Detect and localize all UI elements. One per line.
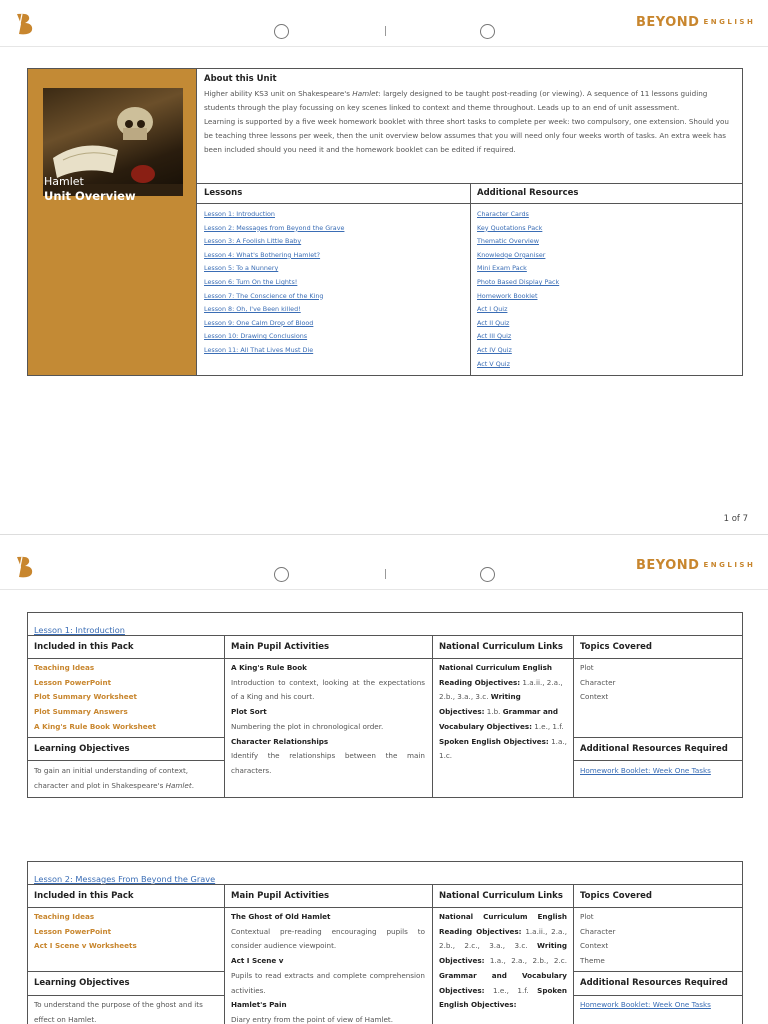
- brand-name: BEYOND ENGLISH: [636, 558, 756, 573]
- punch-hole-icon: [480, 567, 495, 582]
- topic-item: Context: [580, 692, 609, 702]
- lesson-link[interactable]: Lesson 3: A Foolish Little Baby: [204, 237, 302, 246]
- learning-objective: To understand the purpose of the ghost and its effect on Hamlet.: [34, 1000, 203, 1024]
- topic-item: Theme: [580, 956, 605, 966]
- lesson-link[interactable]: Lesson 2: Messages from Beyond the Grave: [204, 223, 345, 232]
- resource-link[interactable]: Act II Quiz: [477, 318, 510, 327]
- unit-overview: [27, 68, 743, 376]
- lesson-link[interactable]: Lesson 4: What's Bothering Hamlet?: [204, 250, 321, 259]
- curriculum-heading: National Curriculum Links: [439, 891, 563, 901]
- pack-item: Teaching Ideas: [34, 663, 95, 672]
- homework-booklet-link[interactable]: Homework Booklet: Week One Tasks: [580, 766, 711, 775]
- lesson-link[interactable]: Lesson 10: Drawing Conclusions: [204, 332, 308, 341]
- pack-item: Plot Summary Answers: [34, 707, 128, 717]
- overview-title: Hamlet Unit Overview: [44, 175, 136, 203]
- pack-item: A King's Rule Book Worksheet: [34, 721, 156, 731]
- lesson-link[interactable]: Lesson 6: Turn On the Lights!: [204, 277, 298, 286]
- lesson-1-title-link[interactable]: Lesson 1: Introduction: [34, 625, 125, 635]
- activity-description: Identify the relationships between the main characters.: [231, 751, 425, 775]
- punch-hole-icon: [480, 24, 495, 39]
- curriculum-links: National Curriculum English Reading Objectives: 1.a.ii., 2.a., 2.b., 2.c., 3.a., 3.c. Writing Objectives: 1.a., 2.a., 2.b., 2.c. Grammar and Vocabulary Objectives: 1.e., 1.f. Spoken English Objectives:: [439, 912, 567, 1010]
- pack-item: Plot Summary Worksheet: [34, 692, 137, 702]
- activity-description: Introduction to context, looking at the expectations of a King and his court.: [231, 677, 425, 702]
- objectives-heading: Learning Objectives: [34, 744, 130, 754]
- activity-description: Numbering the plot in chronological order.: [231, 721, 384, 731]
- topic-item: Context: [580, 941, 609, 951]
- homework-booklet-link[interactable]: Homework Booklet: Week One Tasks: [580, 1000, 711, 1009]
- topics-heading: Topics Covered: [580, 642, 652, 652]
- resource-link[interactable]: Act IV Quiz: [477, 345, 512, 354]
- lesson-link[interactable]: Lesson 8: Oh, I've Been killed!: [204, 305, 301, 314]
- lessons-heading: Lessons: [204, 188, 243, 198]
- resources-required-heading: Additional Resources Required: [580, 744, 728, 754]
- topics-list: [580, 661, 730, 705]
- punch-hole-icon: [274, 24, 289, 39]
- curriculum-heading: National Curriculum Links: [439, 642, 563, 652]
- resource-link[interactable]: Character Cards: [477, 210, 529, 218]
- resource-link[interactable]: Act V Quiz: [477, 359, 510, 368]
- topics-heading: Topics Covered: [580, 891, 652, 901]
- brand-name: BEYOND ENGLISH: [636, 15, 756, 30]
- resource-link[interactable]: Homework Booklet: [477, 291, 538, 300]
- resource-link[interactable]: Mini Exam Pack: [477, 264, 527, 273]
- lesson-2-table: [27, 861, 743, 1024]
- resource-link[interactable]: Knowledge Organiser: [477, 250, 546, 259]
- included-list: [34, 661, 220, 735]
- resource-link[interactable]: Act III Quiz: [477, 332, 512, 341]
- activity-title: Act I Scene v: [231, 956, 284, 966]
- fold-mark-icon: [385, 569, 386, 579]
- resources-list: [477, 208, 559, 371]
- lesson-link[interactable]: Lesson 1: Introduction: [204, 210, 275, 218]
- activities-heading: Main Pupil Activities: [231, 642, 330, 652]
- pack-item: Lesson PowerPoint: [34, 926, 112, 936]
- topic-item: Plot: [580, 912, 594, 921]
- lesson-1-table: [27, 612, 743, 798]
- about-unit-section: [197, 69, 743, 184]
- beyond-logo-icon: [14, 555, 36, 579]
- activity-title: A King's Rule Book: [231, 663, 307, 672]
- beyond-logo-icon: [14, 12, 36, 36]
- activity-title: Plot Sort: [231, 707, 267, 717]
- pack-item: Act I Scene v Worksheets: [34, 941, 137, 951]
- activity-description: Diary entry from the point of view of Hamlet.: [231, 1014, 394, 1024]
- fold-mark-icon: [385, 26, 386, 36]
- activity-title: Hamlet's Pain: [231, 1000, 287, 1010]
- topics-list: [580, 910, 730, 969]
- page-break: [0, 534, 768, 535]
- activities-heading: Main Pupil Activities: [231, 891, 330, 901]
- activities-list: [231, 910, 425, 1024]
- activity-description: Contextual pre-reading encouraging pupils to consider audience viewpoint.: [231, 926, 425, 951]
- page-number: 1 of 7: [723, 514, 748, 524]
- lesson-2-title-link[interactable]: Lesson 2: Messages From Beyond the Grave: [34, 874, 216, 884]
- about-text: Higher ability KS3 unit on Shakespeare's Hamlet: largely designed to be taught post-reading (or viewing). A sequence of 11 lessons guiding students through the play focussing on key scenes linked to context and theme throughout. Leads up to an end of unit assessment.: [204, 89, 708, 112]
- activities-list: [231, 661, 425, 779]
- resource-link[interactable]: Thematic Overview: [477, 237, 539, 246]
- about-homework-text: Learning is supported by a five week homework booklet with three short tasks to complete per week: two compulsory, one extension. Should you be teaching three lessons per week, then the unit overview below assumes that you will need only four weeks worth of tasks. An extra week has been included should you need it and the homework booklet can be edited if required.: [204, 117, 729, 154]
- resource-link[interactable]: Key Quotations Pack: [477, 223, 543, 232]
- header-divider: [0, 46, 768, 47]
- topic-item: Plot: [580, 663, 594, 672]
- resource-link[interactable]: Act I Quiz: [477, 305, 508, 314]
- learning-objective: To gain an initial understanding of context, character and plot in Shakespeare's Hamlet.: [34, 766, 194, 790]
- pack-item: Teaching Ideas: [34, 912, 95, 921]
- column-divider: [470, 184, 471, 375]
- included-list: [34, 910, 220, 954]
- included-heading: Included in this Pack: [34, 891, 134, 901]
- lessons-list: [204, 208, 344, 358]
- activity-description: Pupils to read extracts and complete comprehension activities.: [231, 970, 425, 995]
- resources-heading: Additional Resources: [477, 188, 579, 198]
- header-divider: [0, 589, 768, 590]
- lesson-link[interactable]: Lesson 9: One Calm Drop of Blood: [204, 318, 314, 327]
- pack-item: Lesson PowerPoint: [34, 677, 112, 687]
- topic-item: Character: [580, 926, 616, 936]
- lesson-link[interactable]: Lesson 5: To a Nunnery: [204, 264, 279, 273]
- lesson-link[interactable]: Lesson 11: All That Lives Must Die: [204, 345, 314, 354]
- included-heading: Included in this Pack: [34, 642, 134, 652]
- topic-item: Character: [580, 677, 616, 687]
- resource-link[interactable]: Photo Based Display Pack: [477, 277, 560, 286]
- resources-required-heading: Additional Resources Required: [580, 978, 728, 988]
- curriculum-links: National Curriculum English Reading Objectives: 1.a.ii., 2.a., 2.b., 3.a., 3.c. Writing Objectives: 1.b. Grammar and Vocabulary Objectives: 1.e., 1.f. Spoken English Objectives: 1.a., 1.c.: [439, 663, 567, 761]
- lesson-link[interactable]: Lesson 7: The Conscience of the King: [204, 291, 324, 300]
- overview-side-panel: [28, 69, 196, 375]
- punch-hole-icon: [274, 567, 289, 582]
- activity-title: Character Relationships: [231, 736, 329, 746]
- activity-title: The Ghost of Old Hamlet: [231, 912, 331, 921]
- objectives-heading: Learning Objectives: [34, 978, 130, 988]
- about-heading: About this Unit: [204, 74, 277, 84]
